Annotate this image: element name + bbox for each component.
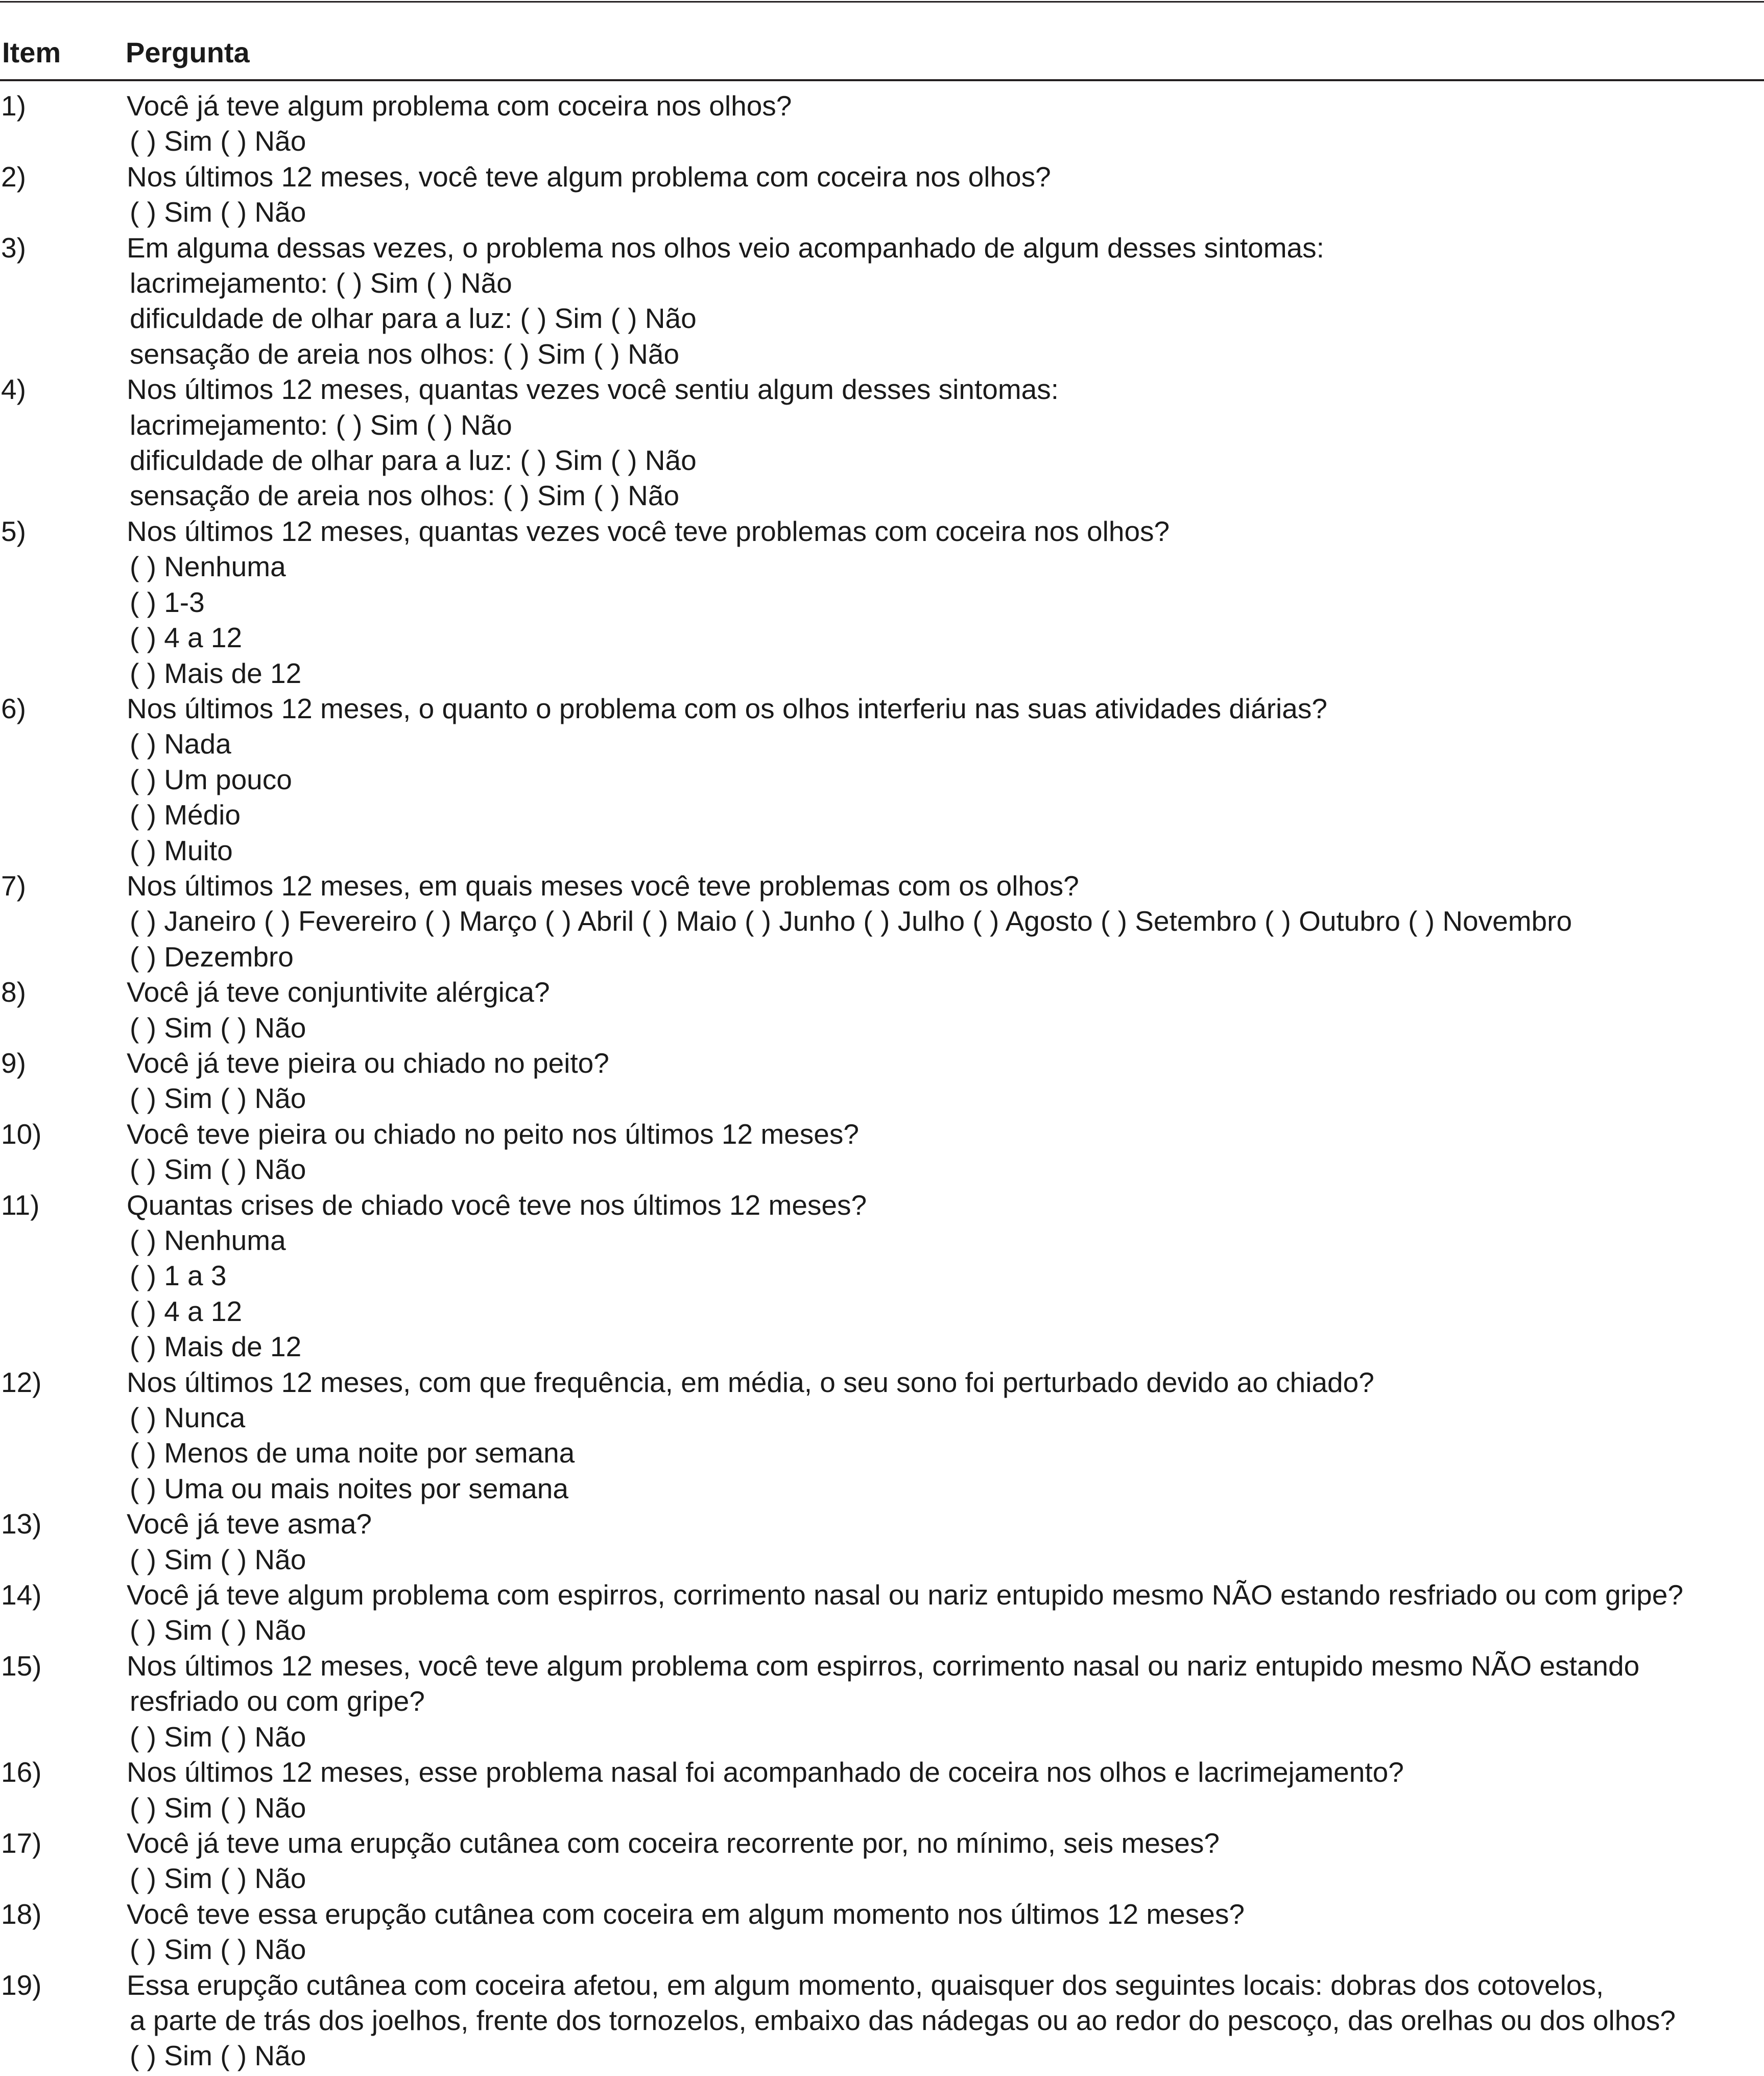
answer-options: sensação de areia nos olhos: ( ) Sim ( ) Não <box>130 480 680 512</box>
question-cell <box>127 372 1761 514</box>
item-number: 2) <box>1 160 26 193</box>
item-number: 16) <box>1 1756 42 1788</box>
table-row <box>0 88 1764 159</box>
question-text: Você já teve asma? <box>127 1508 372 1540</box>
table-row <box>0 372 1764 514</box>
question-cell <box>127 230 1761 372</box>
item-number: 5) <box>1 515 26 547</box>
item-number: 4) <box>1 373 26 406</box>
question-cell <box>127 88 1761 159</box>
answer-options: ( ) Sim ( ) Não <box>130 1614 306 1646</box>
item-number: 18) <box>1 1898 42 1930</box>
answer-options: ( ) Mais de 12 <box>130 657 302 689</box>
table-row <box>0 159 1764 230</box>
answer-options: ( ) 1 a 3 <box>130 1260 227 1292</box>
question-cell <box>127 1046 1761 1117</box>
answer-options: ( ) Sim ( ) Não <box>130 1862 306 1895</box>
item-number: 14) <box>1 1579 42 1611</box>
column-header-item: Item <box>2 36 61 68</box>
question-cell <box>127 1968 1761 2074</box>
question-text: Nos últimos 12 meses, o quanto o problema com os olhos interferiu nas suas atividades diárias? <box>127 692 1327 724</box>
item-number: 6) <box>1 692 26 724</box>
item-number: 19) <box>1 1969 42 2001</box>
question-cell <box>127 1365 1761 1507</box>
question-cell <box>127 868 1761 975</box>
answer-options: ( ) Dezembro <box>130 940 294 973</box>
answer-options: ( ) Sim ( ) Não <box>130 1011 306 1044</box>
answer-options: ( ) 1-3 <box>130 586 205 618</box>
answer-options: ( ) Nada <box>130 728 231 760</box>
answer-options: ( ) Uma ou mais noites por semana <box>130 1472 568 1504</box>
item-number: 12) <box>1 1366 42 1398</box>
answer-options: ( ) Sim ( ) Não <box>130 1543 306 1575</box>
question-cell <box>127 1577 1761 1648</box>
answer-options: ( ) Nunca <box>130 1402 246 1434</box>
question-text: Nos últimos 12 meses, quantas vezes você teve problemas com coceira nos olhos? <box>127 515 1170 547</box>
question-cell <box>127 1826 1761 1897</box>
table-row <box>0 975 1764 1046</box>
table-row <box>0 1826 1764 1897</box>
questionnaire-table-body <box>0 88 1764 2074</box>
question-text: Você já teve algum problema com coceira nos olhos? <box>127 90 792 122</box>
answer-options: ( ) Um pouco <box>130 763 292 795</box>
item-number: 13) <box>1 1508 42 1540</box>
question-text: Nos últimos 12 meses, você teve algum problema com coceira nos olhos? <box>127 160 1051 193</box>
answer-options: lacrimejamento: ( ) Sim ( ) Não <box>130 409 512 441</box>
question-text: Quantas crises de chiado você teve nos últimos 12 meses? <box>127 1189 867 1221</box>
table-row <box>0 1968 1764 2074</box>
question-text: resfriado ou com gripe? <box>130 1685 425 1717</box>
answer-options: ( ) 4 a 12 <box>130 1295 243 1327</box>
item-number: 11) <box>1 1189 40 1221</box>
question-cell <box>127 1755 1761 1826</box>
table-row <box>0 230 1764 372</box>
item-number: 1) <box>1 90 26 122</box>
answer-options: ( ) Janeiro ( ) Fevereiro ( ) Março ( ) Abril ( ) Maio ( ) Junho ( ) Julho ( ) Agosto ( ) Setembro ( ) Outubro ( ) Novembro <box>130 905 1572 937</box>
question-cell <box>127 1648 1761 1755</box>
answer-options: ( ) Muito <box>130 834 233 866</box>
answer-options: dificuldade de olhar para a luz: ( ) Sim ( ) Não <box>130 444 697 477</box>
question-text: Nos últimos 12 meses, quantas vezes você sentiu algum desses sintomas: <box>127 373 1059 406</box>
answer-options: ( ) Sim ( ) Não <box>130 2040 306 2072</box>
question-text: Você já teve algum problema com espirros, corrimento nasal ou nariz entupido mesmo NÃO estando resfriado ou com gripe? <box>127 1579 1683 1611</box>
answer-options: ( ) Sim ( ) Não <box>130 125 306 157</box>
table-row <box>0 1648 1764 1755</box>
table-row <box>0 1897 1764 1968</box>
answer-options: lacrimejamento: ( ) Sim ( ) Não <box>130 267 512 299</box>
item-number: 3) <box>1 231 26 264</box>
answer-options: ( ) Sim ( ) Não <box>130 196 306 228</box>
answer-options: dificuldade de olhar para a luz: ( ) Sim ( ) Não <box>130 302 697 335</box>
answer-options: ( ) Sim ( ) Não <box>130 1720 306 1753</box>
answer-options: ( ) Sim ( ) Não <box>130 1153 306 1186</box>
answer-options: sensação de areia nos olhos: ( ) Sim ( ) Não <box>130 338 680 370</box>
table-top-rule <box>0 1 1764 3</box>
table-row <box>0 514 1764 691</box>
answer-options: ( ) Sim ( ) Não <box>130 1082 306 1115</box>
answer-options: ( ) Nenhuma <box>130 1224 286 1256</box>
answer-options: ( ) Sim ( ) Não <box>130 1791 306 1824</box>
question-text: Nos últimos 12 meses, em quais meses você teve problemas com os olhos? <box>127 869 1079 902</box>
question-cell <box>127 691 1761 868</box>
answer-options: ( ) Nenhuma <box>130 551 286 583</box>
question-cell <box>127 514 1761 691</box>
question-text: Você já teve uma erupção cutânea com coceira recorrente por, no mínimo, seis meses? <box>127 1827 1220 1859</box>
item-number: 8) <box>1 976 26 1008</box>
question-cell <box>127 975 1761 1046</box>
item-number: 15) <box>1 1649 42 1682</box>
question-text: a parte de trás dos joelhos, frente dos tornozelos, embaixo das nádegas ou ao redor do pescoço, das orelhas ou dos olhos? <box>130 2004 1676 2036</box>
table-row <box>0 1577 1764 1648</box>
question-text: Em alguma dessas vezes, o problema nos olhos veio acompanhado de algum desses sintomas: <box>127 231 1324 264</box>
table-row <box>0 1117 1764 1188</box>
question-cell <box>127 1188 1761 1365</box>
answer-options: ( ) Mais de 12 <box>130 1331 302 1363</box>
question-text: Você teve essa erupção cutânea com coceira em algum momento nos últimos 12 meses? <box>127 1898 1245 1930</box>
question-text: Essa erupção cutânea com coceira afetou, em algum momento, quaisquer dos seguintes locais: dobras dos cotovelos, <box>127 1969 1604 2001</box>
item-number: 9) <box>1 1047 26 1079</box>
question-cell <box>127 1117 1761 1188</box>
table-row <box>0 1188 1764 1365</box>
answer-options: ( ) Menos de uma noite por semana <box>130 1437 575 1469</box>
table-row <box>0 691 1764 868</box>
answer-options: ( ) Médio <box>130 799 241 831</box>
answer-options: ( ) 4 a 12 <box>130 622 243 654</box>
table-row <box>0 1365 1764 1507</box>
question-text: Você já teve conjuntivite alérgica? <box>127 976 550 1008</box>
answer-options: ( ) Sim ( ) Não <box>130 1933 306 1966</box>
item-number: 7) <box>1 869 26 902</box>
question-text: Você já teve pieira ou chiado no peito? <box>127 1047 609 1079</box>
question-cell <box>127 159 1761 230</box>
question-cell <box>127 1897 1761 1968</box>
question-text: Você teve pieira ou chiado no peito nos últimos 12 meses? <box>127 1118 859 1150</box>
table-row <box>0 1755 1764 1826</box>
table-row <box>0 1506 1764 1577</box>
question-cell <box>127 1506 1761 1577</box>
table-row <box>0 1046 1764 1117</box>
header-rule <box>0 79 1764 81</box>
column-header-question: Pergunta <box>126 36 250 68</box>
item-number: 17) <box>1 1827 42 1859</box>
table-row <box>0 868 1764 975</box>
item-number: 10) <box>1 1118 42 1150</box>
question-text: Nos últimos 12 meses, você teve algum problema com espirros, corrimento nasal ou nariz entupido mesmo NÃO estando <box>127 1649 1640 1682</box>
question-text: Nos últimos 12 meses, esse problema nasal foi acompanhado de coceira nos olhos e lacrimejamento? <box>127 1756 1404 1788</box>
question-text: Nos últimos 12 meses, com que frequência, em média, o seu sono foi perturbado devido ao chiado? <box>127 1366 1374 1398</box>
